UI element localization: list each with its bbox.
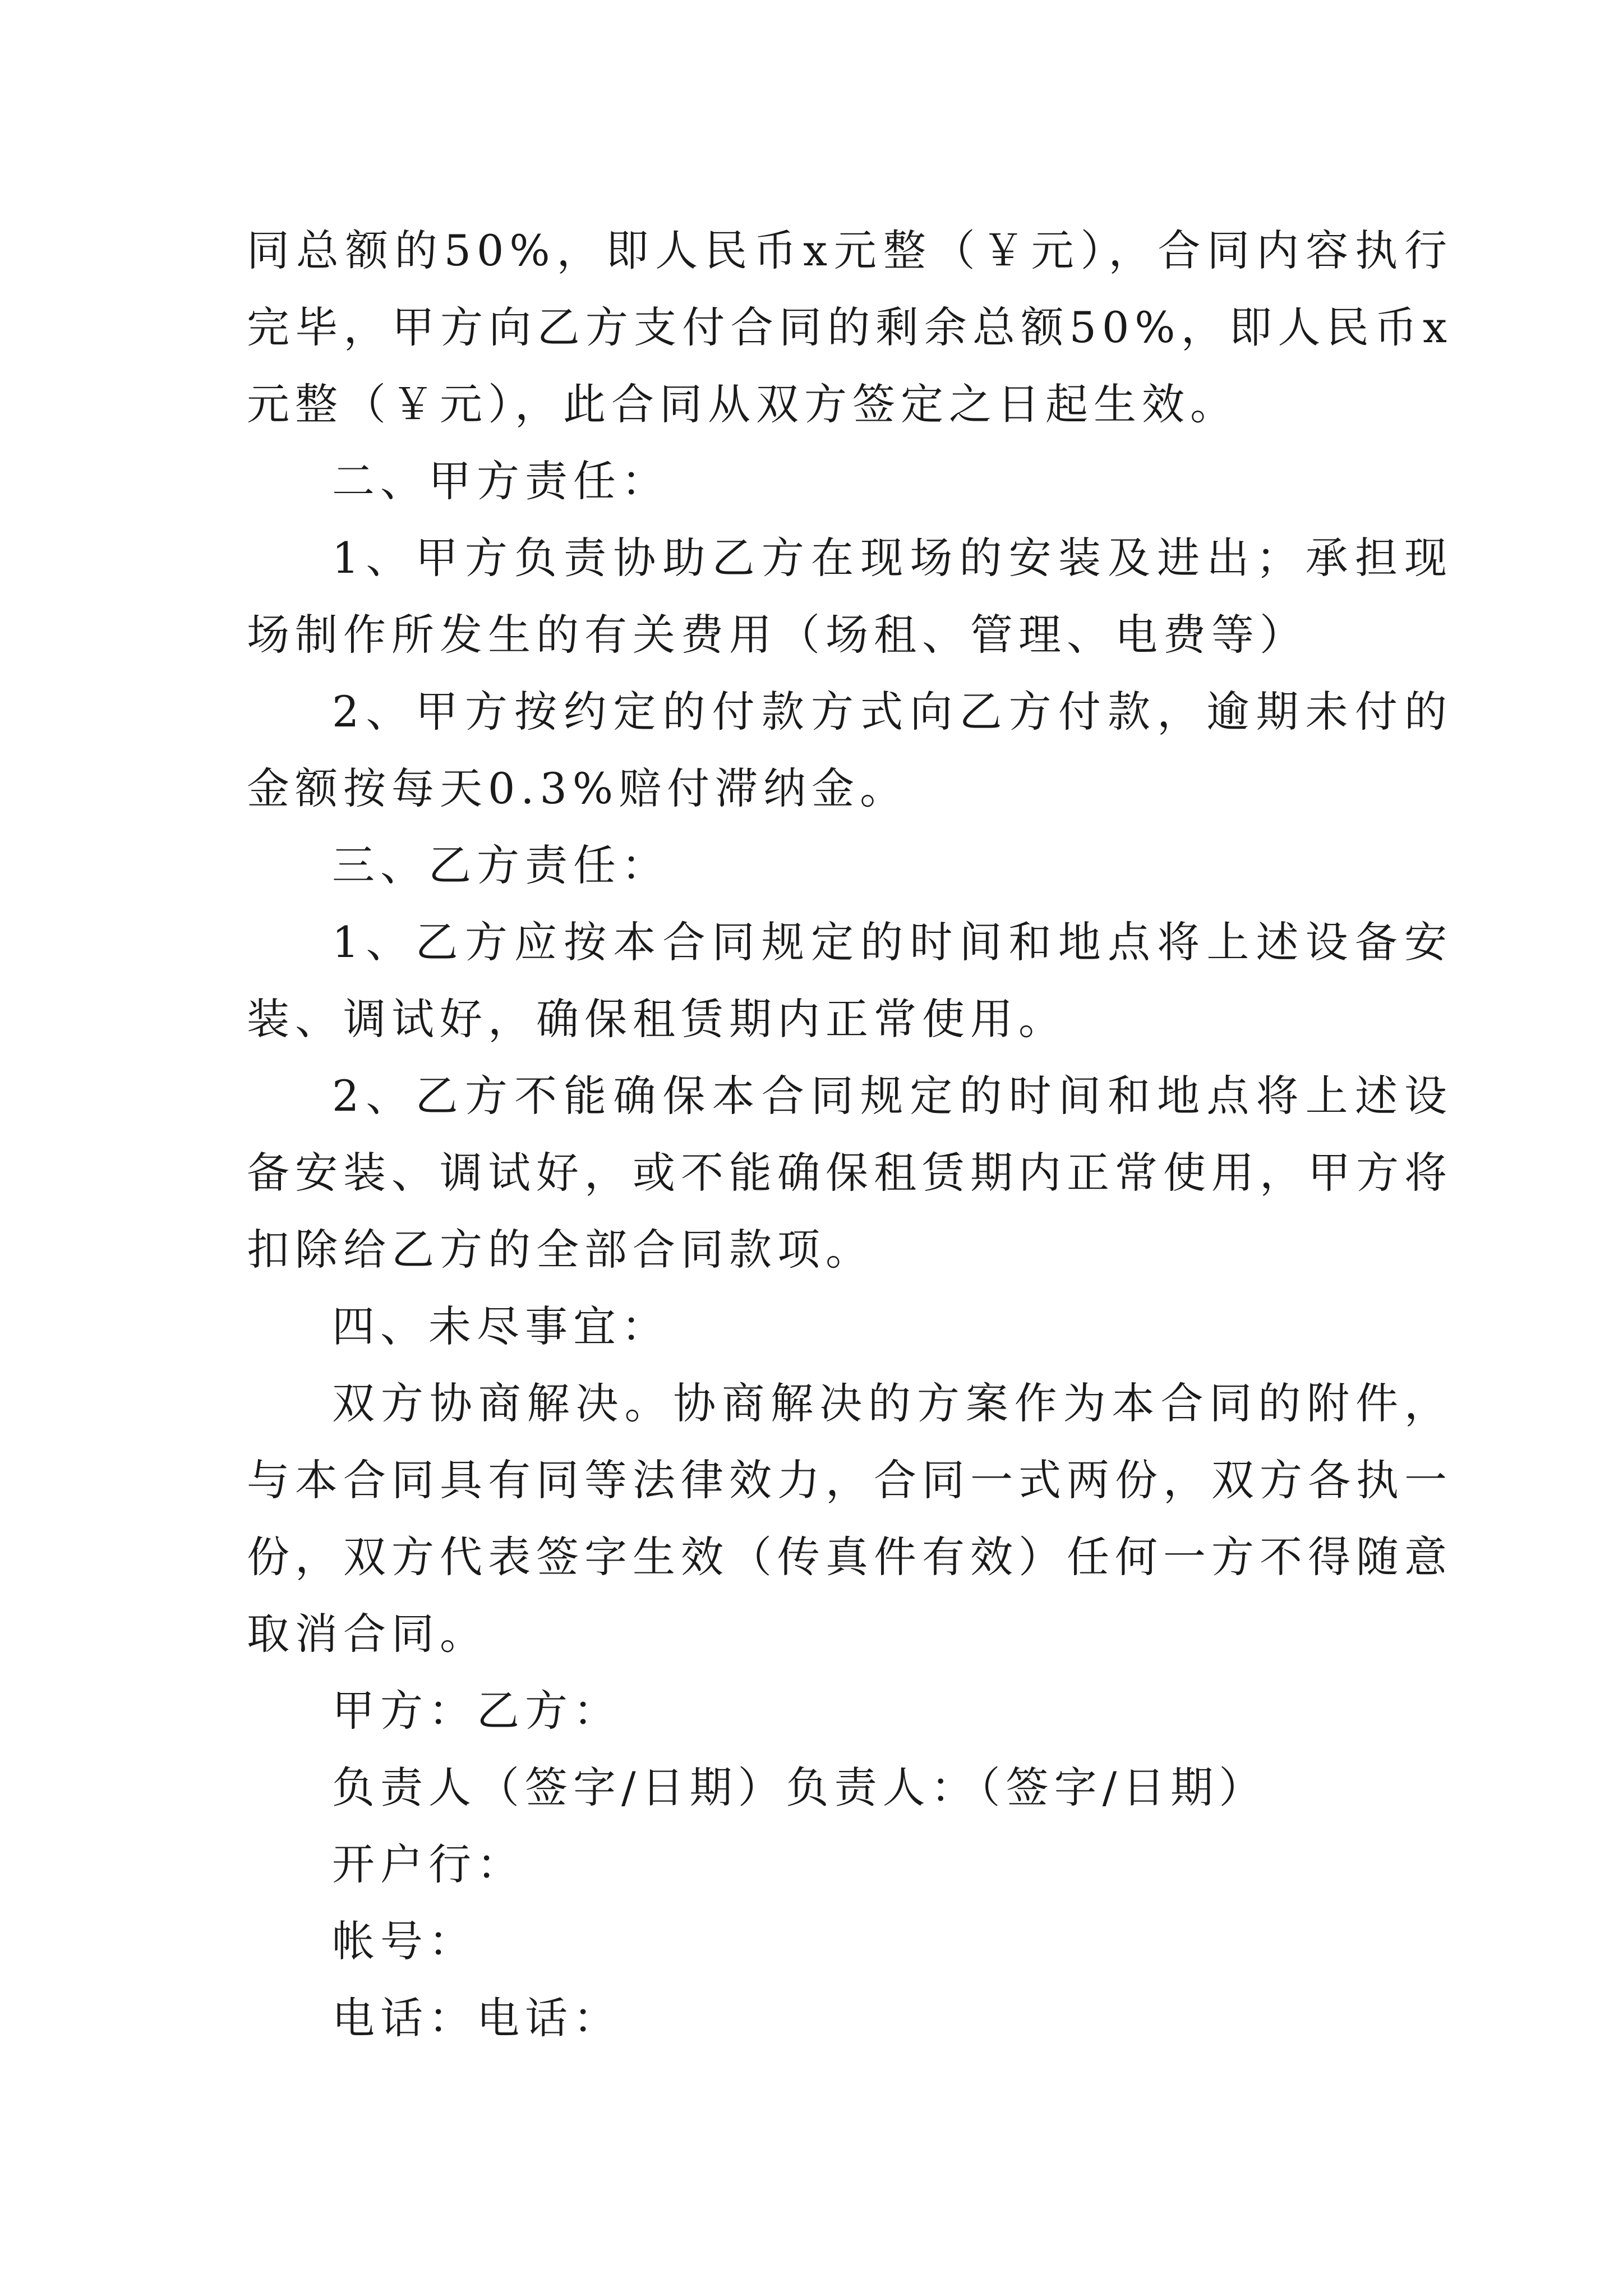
section-heading-party-a: 二、甲方责任： [332, 456, 670, 506]
signature-parties: 甲方：乙方： [332, 1686, 621, 1736]
party-b-clause-1: 1、乙方应按本合同规定的时间和地点将上述设备安装、调试好，确保租赁期内正常使用。 [247, 917, 1453, 1044]
party-a-clause-1: 1、甲方负责协助乙方在现场的安装及进出；承担现场制作所发生的有关费用（场租、管理、电费等） [247, 533, 1453, 660]
signature-account: 帐号： [332, 1916, 477, 1966]
section-heading-misc: 四、未尽事宜： [332, 1301, 670, 1351]
section-heading-party-b: 三、乙方责任： [332, 840, 670, 890]
signature-representatives: 负责人（签字/日期）负责人：（签字/日期） [332, 1763, 1267, 1812]
party-b-clause-2: 2、乙方不能确保本合同规定的时间和地点将上述设备安装、调试好，或不能确保租赁期内正常使用，甲方将扣除给乙方的全部合同款项。 [247, 1071, 1453, 1274]
signature-bank: 开户行： [332, 1839, 525, 1889]
document-body [247, 212, 1453, 2056]
payment-terms-continued: 同总额的50%，即人民币x元整（￥元），合同内容执行完毕，甲方向乙方支付合同的剩余总额50%，即人民币x元整（￥元），此合同从双方签定之日起生效。 [247, 226, 1453, 429]
signature-phone: 电话：电话： [332, 1993, 621, 2043]
misc-clause: 双方协商解决。协商解决的方案作为本合同的附件，与本合同具有同等法律效力，合同一式两份，双方各执一份，双方代表签字生效（传真件有效）任何一方不得随意取消合同。 [247, 1378, 1453, 1659]
party-a-clause-2: 2、甲方按约定的付款方式向乙方付款，逾期未付的金额按每天0.3%赔付滞纳金。 [247, 687, 1453, 813]
